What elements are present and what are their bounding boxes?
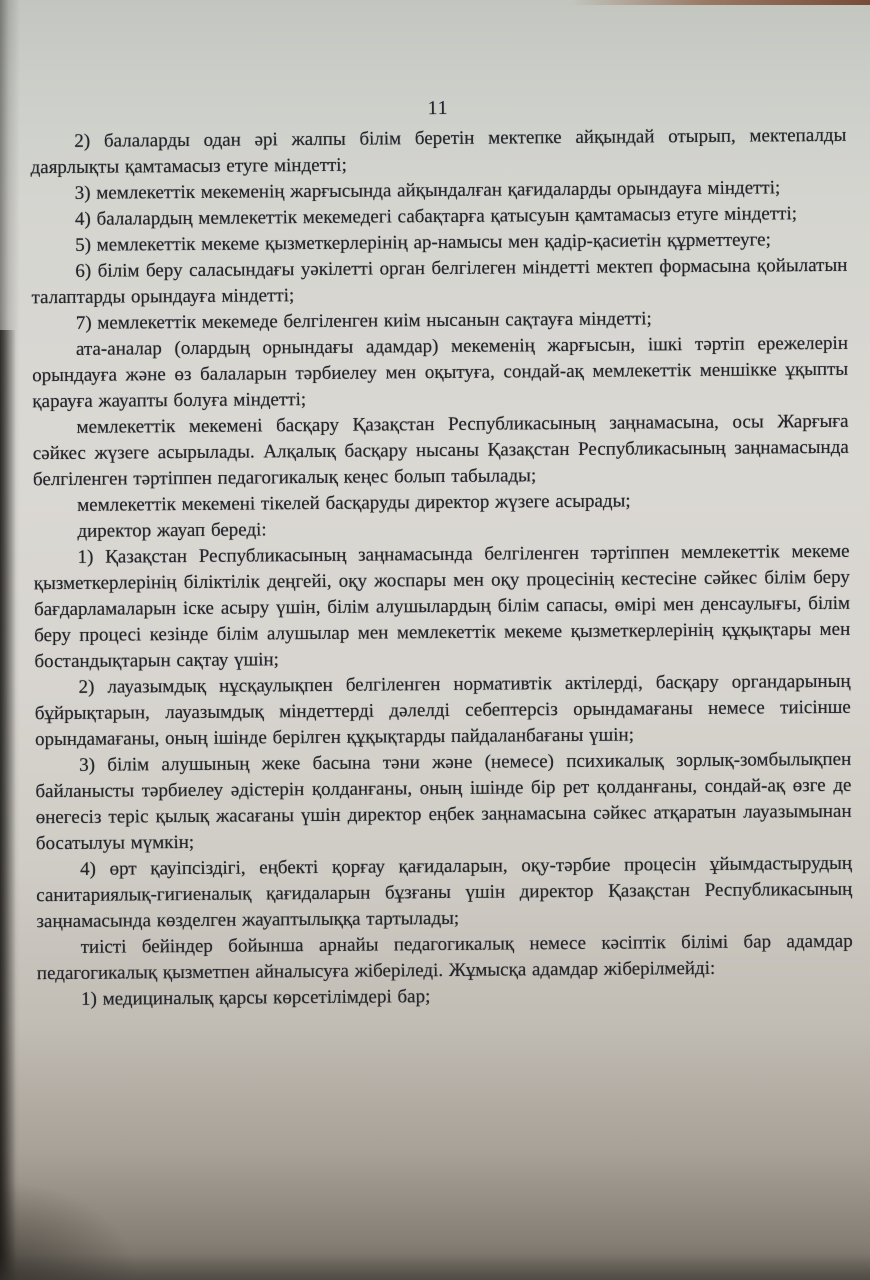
paragraph: 7) мемлекеттік мекемеде белгіленген киім нысанын сақтауға міндетті; <box>75 308 652 334</box>
paragraph: мемлекеттік мекемені басқару Қазақстан Республикасының заңнамасына, осы Жарғыға сәйкес жүзеге асырылады. Алқалық басқару нысаны Қазақстан Республикасының заңнамасында белгіленген тәртіппен педагогикалық кеңес болып табылады; <box>32 410 849 491</box>
document-page-text <box>30 93 853 1013</box>
page-spine-shadow-dark <box>0 330 16 1280</box>
page-number: 11 <box>427 97 449 120</box>
paragraph: 4) балалардың мемлекеттік мекемедегі сабақтарға қатысуын қамтамасыз етуге міндетті; <box>74 203 798 230</box>
paragraph: 4) өрт қауіпсіздігі, еңбекті қорғау қағидаларын, оқу-тәрбие процесін ұйымдастырудың санитариялық-гигиеналық қағидаларын бұзғаны үшін директор Қазақстан Республикасының заңнамасында көзделген жауаптылыққа тартылады; <box>36 852 853 933</box>
paragraph: 3) мемлекеттік мекеменің жарғысында айқындалған қағидаларды орындауға міндетті; <box>74 177 781 204</box>
paragraph: 2) балаларды одан әрі жалпы білім беретін мектепке айқындай отырып, мектепалды даярлықты қамтамасыз етуге міндетті; <box>30 124 847 179</box>
paragraph: директор жауап береді: <box>77 519 267 542</box>
paragraph: 1) Қазақстан Республикасының заңнамасында белгіленген тәртіппен мемлекеттік мекеме қызметкерлерінің біліктілік деңгейі, оқу жоспары мен оқу процесінің кестесіне сәйкес білім беру бағдарламаларын іске асыру үшін, білім алушылардың білім сапасы, өмірі мен денсаулығы, білім беру процесі кезінде білім алушылар мен мемлекеттік мекеме қызметкерлерінің құқықтары мен бостандықтарын сақтау үшін; <box>33 540 851 673</box>
paragraph: 2) лауазымдық нұсқаулықпен белгіленген нормативтік актілерді, басқару органдарының бұйрықтарын, лауазымдық міндеттерді дәлелді себептерсіз орындамағаны немесе тиісінше орындамағаны, оның ішінде берілген құқықтарды пайдаланбағаны үшін; <box>34 670 851 751</box>
paragraph: 1) медициналық қарсы көрсетілімдері бар; <box>81 986 431 1010</box>
paragraph: 6) білім беру саласындағы уәкілетті орган белгілеген міндетті мектеп формасына қойылатын талаптарды орындауға міндетті; <box>31 254 848 309</box>
paragraph: ата-аналар (олардың орнындағы адамдар) мекеменің жарғысын, ішкі тәртіп ережелерін орындауға және өз балаларын тәрбиелеу мен оқытуға, сондай-ақ мемлекеттік меншікке ұқыпты қарауға жауапты болуға міндетті; <box>32 332 849 413</box>
paragraph: тиісті бейіндер бойынша арнайы педагогикалық немесе кәсіптік білімі бар адамдар педагогикалық қызметпен айналысуға жіберіледі. Жұмысқа адамдар жіберілмейді: <box>36 930 853 985</box>
bottom-left-corner-shadow <box>0 1180 140 1280</box>
paragraph: мемлекеттік мекемені тікелей басқаруды директор жүзеге асырады; <box>77 490 631 516</box>
document-paragraphs <box>30 123 853 1013</box>
page-spine-shadow <box>0 0 20 1280</box>
paragraph: 3) білім алушының жеке басына тәни және (немесе) психикалық зорлық-зомбылықпен байланысты тәрбиелеу әдістерін қолданғаны, оның ішінде бір рет қолданғаны, сондай-ақ өзге де өнегесіз теріс қылық жасағаны үшін директор еңбек заңнамасына сәйкес атқаратын лауазымынан босатылуы мүмкін; <box>35 748 852 855</box>
paragraph: 5) мемлекеттік мекеме қызметкерлерінің ар-намысы мен қадір-қасиетін құрметтеуге; <box>75 229 771 256</box>
bottom-edge-shadow <box>0 1254 870 1280</box>
table-edge-line <box>570 0 870 5</box>
